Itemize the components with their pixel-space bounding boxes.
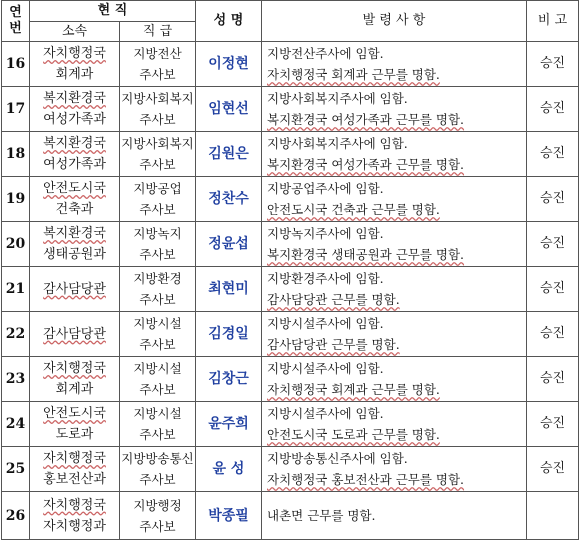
grade-cell [120, 177, 196, 222]
order-cell [262, 42, 527, 87]
table-row [2, 402, 579, 447]
header-name: 성 명 [196, 1, 262, 42]
order-line-2: 복지환경국 여성가족과 근무를 명함. [267, 157, 465, 172]
header-current-position: 현 직 [30, 1, 196, 22]
order-cell [262, 267, 527, 312]
row-number: 22 [2, 312, 30, 357]
dept-line-2: 생태공원과 [43, 247, 106, 262]
grade-line-2: 주사보 [139, 427, 176, 442]
dept-line-2: 회계과 [55, 382, 94, 397]
grade-line-2: 주사보 [139, 292, 176, 307]
grade-line-1: 지방방송통신 [121, 451, 194, 466]
grade-cell [120, 312, 196, 357]
grade-line-2: 주사보 [139, 518, 176, 534]
dept-line-1: 자치행정국 [43, 497, 106, 513]
grade-line-2: 주사보 [139, 472, 176, 487]
grade-line-1: 지방전산 [133, 46, 182, 61]
grade-line-2: 주사보 [139, 382, 176, 397]
grade-line-2: 주사보 [139, 112, 176, 127]
order-line-1: 지방녹지주사에 임함. [267, 226, 384, 241]
person-name: 윤주희 [196, 402, 262, 447]
order-line-1: 지방시설주사에 임함. [267, 316, 384, 331]
order-line-2: 안전도시국 건축과 근무를 명함. [267, 202, 440, 217]
order-line-2: 복지환경국 여성가족과 근무를 명함. [267, 112, 465, 127]
appointment-table [1, 0, 579, 540]
dept-line-2: 여성가족과 [43, 157, 106, 172]
grade-line-1: 지방시설 [133, 316, 182, 331]
dept-line-1: 자치행정국 [43, 361, 106, 376]
person-name: 윤 성 [196, 447, 262, 492]
header-grade: 직 급 [120, 22, 196, 42]
row-number: 20 [2, 222, 30, 267]
order-cell [262, 87, 527, 132]
table-row [2, 357, 579, 402]
header-order: 발 령 사 항 [262, 1, 527, 42]
grade-cell [120, 447, 196, 492]
grade-line-1: 지방녹지 [133, 226, 182, 241]
note-cell: 승진 [527, 402, 579, 447]
order-line-2: 자치행정국 회계과 근무를 명함. [267, 67, 440, 82]
header-number-top: 연 [9, 5, 22, 20]
order-line-2: 자치행정국 회계과 근무를 명함. [267, 382, 440, 397]
note-cell [527, 492, 579, 540]
table-row [2, 222, 579, 267]
note-cell: 승진 [527, 132, 579, 177]
dept-line-1: 복지환경국 [43, 136, 106, 151]
dept-line-2: 홍보전산과 [43, 472, 106, 487]
dept-line-1: 안전도시국 [43, 181, 106, 196]
table-row [2, 447, 579, 492]
dept-cell [30, 312, 120, 357]
grade-line-2: 주사보 [139, 202, 176, 217]
order-cell [262, 177, 527, 222]
order-line-1: 지방방송통신주사에 임함. [267, 451, 408, 466]
header-number [2, 1, 30, 42]
table-row [2, 267, 579, 312]
dept-cell [30, 447, 120, 492]
row-number: 23 [2, 357, 30, 402]
grade-line-2: 주사보 [139, 337, 176, 352]
grade-cell [120, 402, 196, 447]
row-number: 24 [2, 402, 30, 447]
table-row [2, 177, 579, 222]
note-cell: 승진 [527, 357, 579, 402]
order-line-1: 지방시설주사에 임함. [267, 406, 384, 421]
order-line-1: 지방사회복지주사에 임함. [267, 91, 408, 106]
table-row [2, 492, 579, 540]
dept-line-2: 도로과 [55, 427, 94, 442]
grade-cell [120, 42, 196, 87]
person-name: 김창근 [196, 357, 262, 402]
grade-line-1: 지방사회복지 [121, 91, 194, 106]
dept-cell [30, 87, 120, 132]
dept-cell [30, 177, 120, 222]
dept-cell [30, 42, 120, 87]
dept-line-1: 복지환경국 [43, 91, 106, 106]
dept-line-2: 여성가족과 [43, 112, 106, 127]
row-number: 19 [2, 177, 30, 222]
grade-cell [120, 492, 196, 540]
header-dept: 소속 [30, 22, 120, 42]
grade-line-1: 지방사회복지 [121, 136, 194, 151]
dept-line-1: 안전도시국 [43, 406, 106, 421]
person-name: 이정현 [196, 42, 262, 87]
header-number-bottom: 번 [9, 21, 22, 36]
order-line-1: 지방시설주사에 임함. [267, 361, 384, 376]
order-line-1: 지방공업주사에 임함. [267, 181, 384, 196]
dept-cell [30, 222, 120, 267]
dept-cell [30, 357, 120, 402]
order-line-2: 안전도시국 도로과 근무를 명함. [267, 427, 440, 442]
dept-cell [30, 402, 120, 447]
order-line-1: 지방환경주사에 임함. [267, 271, 384, 286]
order-line-1: 지방전산주사에 임함. [267, 46, 384, 61]
dept-cell [30, 267, 120, 312]
grade-cell [120, 267, 196, 312]
order-cell [262, 222, 527, 267]
order-cell [262, 312, 527, 357]
grade-line-1: 지방행정 [133, 497, 182, 513]
dept-line-2: 회계과 [55, 67, 94, 82]
dept-line-1: 자치행정국 [43, 451, 106, 466]
grade-line-1: 지방공업 [133, 181, 182, 196]
dept-line-1: 복지환경국 [43, 226, 106, 241]
grade-cell [120, 357, 196, 402]
order-cell [262, 402, 527, 447]
order-cell [262, 447, 527, 492]
order-cell [262, 132, 527, 177]
grade-line-2: 주사보 [139, 157, 176, 172]
person-name: 김원은 [196, 132, 262, 177]
table-row [2, 42, 579, 87]
note-cell: 승진 [527, 87, 579, 132]
row-number: 25 [2, 447, 30, 492]
person-name: 정찬수 [196, 177, 262, 222]
dept-cell [30, 492, 120, 540]
dept-line-2: 자치행정과 [43, 518, 106, 534]
table-row [2, 312, 579, 357]
grade-line-1: 지방환경 [133, 271, 182, 286]
row-number: 17 [2, 87, 30, 132]
order-line-2: 감사담당관 근무를 명함. [267, 337, 400, 352]
note-cell: 승진 [527, 42, 579, 87]
order-line-2: 자치행정국 홍보전산과 근무를 명함. [267, 472, 465, 487]
order-cell [262, 492, 527, 540]
dept-line-2: 건축과 [55, 202, 94, 217]
order-line-2: 복지환경국 생태공원과 근무를 명함. [267, 247, 465, 262]
grade-line-2: 주사보 [139, 67, 176, 82]
note-cell: 승진 [527, 177, 579, 222]
header-note: 비 고 [527, 1, 579, 42]
row-number: 16 [2, 42, 30, 87]
grade-cell [120, 87, 196, 132]
order-line-1: 내촌면 근무를 명함. [267, 508, 376, 523]
note-cell: 승진 [527, 267, 579, 312]
person-name: 김경일 [196, 312, 262, 357]
dept-line-1: 감사담당관 [43, 281, 106, 297]
dept-cell [30, 132, 120, 177]
table-row [2, 87, 579, 132]
row-number: 21 [2, 267, 30, 312]
note-cell: 승진 [527, 222, 579, 267]
order-line-1: 지방사회복지주사에 임함. [267, 136, 408, 151]
grade-line-1: 지방시설 [133, 406, 182, 421]
dept-line-1: 감사담당관 [43, 326, 106, 342]
row-number: 26 [2, 492, 30, 540]
order-cell [262, 357, 527, 402]
person-name: 박종필 [196, 492, 262, 540]
person-name: 정윤섭 [196, 222, 262, 267]
grade-cell [120, 132, 196, 177]
dept-line-1: 자치행정국 [43, 46, 106, 61]
note-cell: 승진 [527, 447, 579, 492]
grade-cell [120, 222, 196, 267]
person-name: 최현미 [196, 267, 262, 312]
table-row [2, 132, 579, 177]
person-name: 임현선 [196, 87, 262, 132]
grade-line-1: 지방시설 [133, 361, 182, 376]
note-cell: 승진 [527, 312, 579, 357]
grade-line-2: 주사보 [139, 247, 176, 262]
order-line-2: 감사담당관 근무를 명함. [267, 292, 400, 307]
row-number: 18 [2, 132, 30, 177]
